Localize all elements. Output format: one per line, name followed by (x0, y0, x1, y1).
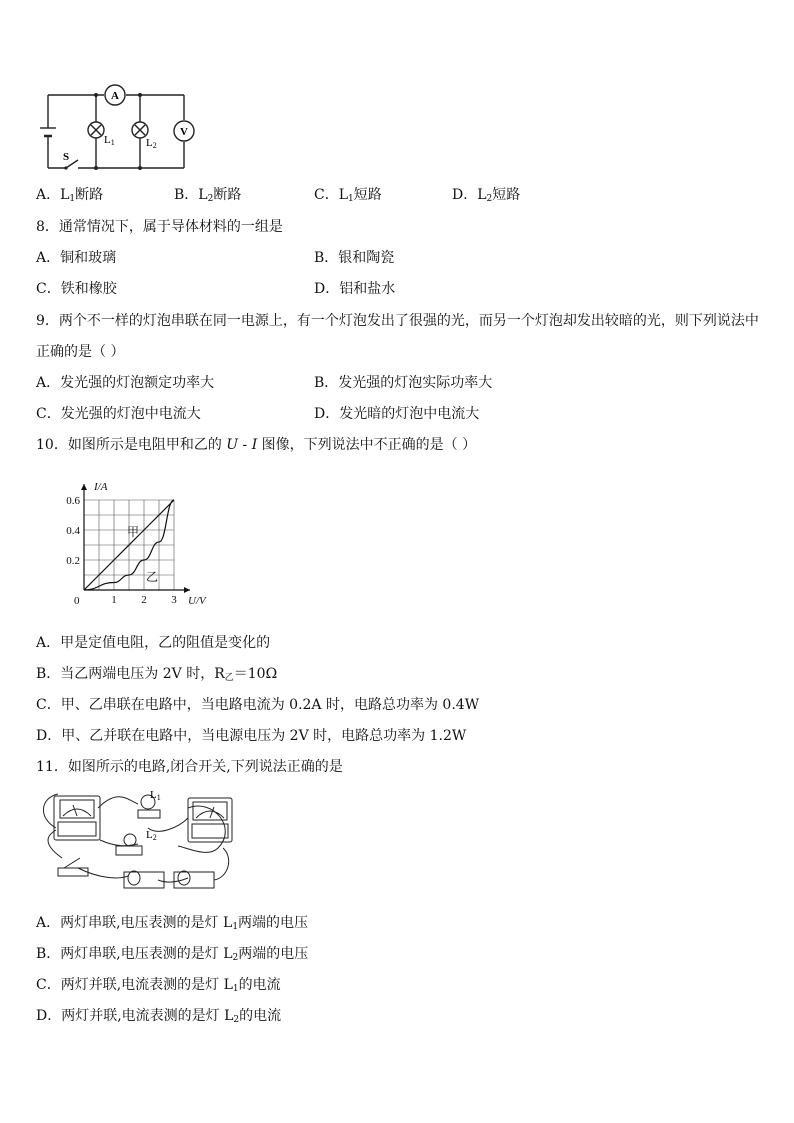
series-label-yi: 乙 (146, 570, 159, 584)
q7-option-c[interactable]: C．$L_1$短路 (314, 187, 382, 204)
l2-label: L2 (146, 137, 157, 150)
y-tick-label: 0.6 (66, 495, 80, 507)
x-axis-arrow (184, 587, 190, 593)
y-tick-label: 0.4 (66, 525, 80, 537)
origin-label: 0 (74, 595, 80, 607)
x-tick-label: 2 (141, 594, 147, 606)
q10-option-d[interactable]: D．甲、乙并联在电路中，当电源电压为 2V 时，电路总功率为 1.2W (36, 728, 467, 744)
switch-label: S (63, 151, 70, 163)
voltmeter-label: V (180, 126, 188, 138)
x-tick-label: 1 (111, 594, 117, 606)
q11-option-b[interactable]: B．两灯串联,电压表测的是灯 $L_2$两端的电压 (36, 946, 309, 963)
q8-option-a[interactable]: A．铜和玻璃 (36, 250, 117, 266)
q7-option-a[interactable]: A．$L_1$断路 (36, 187, 104, 204)
q8-stem: 8．通常情况下，属于导体材料的一组是 (36, 219, 283, 235)
q9-option-c[interactable]: C．发光强的灯泡中电流大 (36, 406, 201, 422)
q9-stem-line1: 9．两个不一样的灯泡串联在同一电源上，有一个灯泡发出了很强的光，而另一个灯泡却发出较暗的光，则下列说法中 (36, 313, 759, 329)
q10-option-a[interactable]: A．甲是定值电阻，乙的阻值是变化的 (36, 635, 271, 651)
y-axis-arrow (81, 484, 87, 490)
q11-option-d[interactable]: D．两灯并联,电流表测的是灯 $L_2$的电流 (36, 1008, 282, 1025)
q7-option-d[interactable]: D．$L_2$短路 (452, 187, 521, 204)
q7-circuit-diagram (36, 84, 196, 174)
q8-option-b[interactable]: B．银和陶瓷 (314, 250, 395, 266)
q11-option-c[interactable]: C．两灯并联,电流表测的是灯 $L_1$的电流 (36, 977, 281, 994)
l1-label: L1 (104, 134, 115, 147)
q9-stem-line2: 正确的是（ ） (36, 344, 125, 360)
q11-stem: 11．如图所示的电路,闭合开关,下列说法正确的是 (36, 759, 343, 775)
q9-option-d[interactable]: D．发光暗的灯泡中电流大 (314, 406, 480, 422)
q7-option-b[interactable]: B．$L_2$断路 (174, 187, 242, 204)
q10-option-c[interactable]: C．甲、乙串联在电路中，当电路电流为 0.2A 时，电路总功率为 0.4W (36, 697, 480, 713)
q11-l2-label: L2 (146, 829, 157, 842)
q8-option-c[interactable]: C．铁和橡胶 (36, 281, 117, 297)
q10-ui-graph (60, 478, 210, 608)
q9-option-a[interactable]: A．发光强的灯泡额定功率大 (36, 375, 215, 391)
y-axis-label: I/A (94, 481, 108, 493)
q8-option-d[interactable]: D．铝和盐水 (314, 281, 396, 297)
q9-option-b[interactable]: B．发光强的灯泡实际功率大 (314, 375, 493, 391)
q10-option-b[interactable]: B．当乙两端电压为 2V 时，$R_乙=10\Omega$ (36, 666, 278, 683)
x-axis-label: U/V (188, 595, 206, 607)
series-label-jia: 甲 (127, 525, 140, 539)
q10-stem: 10．如图所示是电阻甲和乙的 U - I 图像，下列说法中不正确的是（ ） (36, 437, 477, 453)
x-tick-label: 3 (171, 594, 177, 606)
q11-physical-circuit (38, 788, 238, 892)
ammeter-label: A (111, 90, 119, 102)
y-tick-label: 0.2 (66, 555, 80, 567)
q11-l1-label: L1 (150, 789, 161, 802)
q11-option-a[interactable]: A．两灯串联,电压表测的是灯 $L_1$两端的电压 (36, 915, 309, 932)
